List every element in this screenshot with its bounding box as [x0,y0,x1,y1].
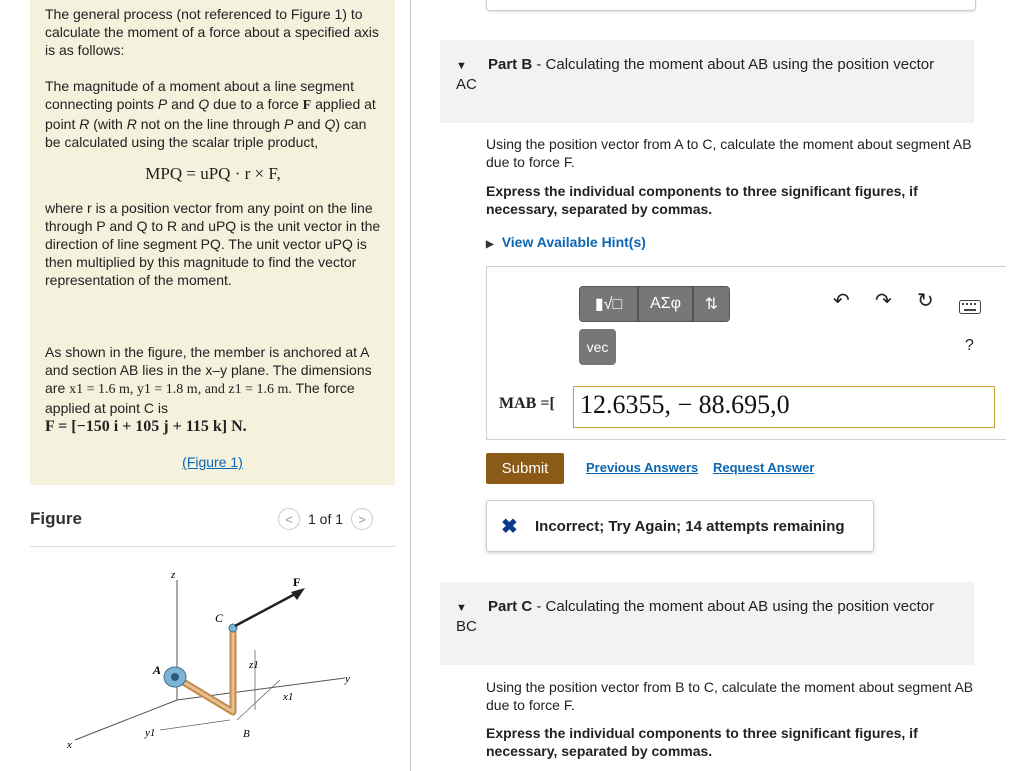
text: The magnitude of a moment about a line segment connecting points [45,78,354,112]
text: Q [198,96,210,112]
text: P [283,116,294,132]
text: applied at point [45,96,376,132]
label-x: x [67,739,72,750]
text: R [79,116,90,132]
undo-icon[interactable]: ↶ [833,290,850,312]
vec-button[interactable]: vec [579,329,616,365]
view-hints-link[interactable] [486,234,646,250]
label-y1: y1 [145,727,156,739]
figure-link[interactable]: (Figure 1) [182,454,243,470]
text: ) can be calculated using the scalar triple product, [45,116,367,150]
label-x1: x1 [283,691,294,703]
prev-figure-button[interactable]: < [278,508,300,530]
intro-paragraph-1: The general process (not referenced to Figure 1) to calculate the moment of a force about a specified axis is as follows: [45,6,379,58]
intro-paragraph-2 [45,77,381,151]
text: As shown in the figure, the member is anchored at A and section AB lies in the x–y plane. The dimensions are [45,344,372,396]
figure-pager [278,508,373,530]
part-c-header[interactable] [440,582,974,665]
text: Part C [488,598,533,615]
part-b-instruction: Express the individual components to three significant figures, if necessary, separated by commas. [486,183,918,217]
y1-dim-line [160,720,230,730]
text: - Calculating the moment about AB using the position vector [532,56,935,73]
templates-button[interactable]: ▮√□ [579,286,638,322]
label-f: F [293,575,301,589]
answer-input[interactable]: 12.6355, − 88.695,0 [573,386,995,428]
part-c-question: Using the position vector from B to C, calculate the moment about segment AB due to force F. [486,679,974,713]
incorrect-icon: ✖ [501,516,518,538]
text: View Available Hint(s) [501,234,646,250]
label-z1: z1 [249,659,259,671]
text: and [293,116,325,132]
pager-text: 1 of 1 [308,511,344,527]
request-answer-link[interactable]: Request Answer [713,460,815,475]
help-button[interactable]: ? [965,337,974,354]
submit-button[interactable]: Submit [486,453,564,484]
feedback-text: Incorrect; Try Again; 14 attempts remaining [535,518,845,535]
text: Part B [488,56,533,73]
label-z: z [171,569,176,581]
text: not on the line through [136,116,284,132]
redo-icon[interactable]: ↷ [875,290,892,312]
figure-link-row [30,453,395,471]
previous-part-box [486,0,976,11]
collapse-triangle-icon[interactable]: ▼ [456,60,467,72]
text: - Calculating the moment about AB using the position vector [532,598,935,615]
greek-symbols-button[interactable]: ΑΣφ [638,286,693,322]
text: due to a force [209,96,303,112]
text: R [126,116,137,132]
dimensions: x1 = 1.6 m, y1 = 1.8 m, and z1 = 1.6 m. [69,382,292,397]
text: The force applied at point C is [45,380,355,416]
text: (with [89,116,127,132]
text: and [167,96,199,112]
text: P [157,96,168,112]
force-arrowhead [291,588,305,600]
text: Q [324,116,336,132]
label-a: A [153,663,162,677]
panel-divider [410,0,411,771]
label-y: y [345,673,350,685]
feedback-box [486,500,874,552]
force-arrow [235,594,295,626]
part-b-title-wrap: AC [456,76,477,93]
x1-dim-line [237,680,280,720]
member-figure [55,560,385,750]
math-toolbar [579,286,730,322]
collapse-triangle-icon[interactable]: ▼ [456,602,467,614]
text: MAB =[ [499,395,555,412]
answer-editor [486,266,1006,440]
answer-label [499,395,555,413]
part-c-instruction: Express the individual components to three significant figures, if necessary, separated by commas. [486,725,918,759]
force-vector: F = [−150 i + 105 j + 115 k] N. [45,418,247,435]
figure-header [30,506,395,547]
text: F [302,98,312,113]
keyboard-icon[interactable] [959,300,981,314]
figure-title: Figure [30,509,82,528]
anchor-a-bolt [171,673,179,681]
reset-icon[interactable]: ↻ [917,290,934,312]
part-b-question: Using the position vector from A to C, calculate the moment about segment AB due to force F. [486,136,972,170]
part-c-title [488,598,934,615]
part-c-title-wrap: BC [456,618,477,635]
x-axis [75,700,177,740]
next-figure-button[interactable]: > [351,508,373,530]
previous-answers-link[interactable]: Previous Answers [586,460,699,475]
instructions-panel [30,0,395,485]
label-b: B [243,728,250,740]
part-b-title [488,56,934,73]
expand-triangle-icon: ▶ [486,239,494,250]
sort-button[interactable]: ⇅ [693,286,730,322]
problem-paragraph [45,343,381,436]
part-b-header[interactable] [440,40,974,123]
triple-product-equation: MPQ = uPQ · r × F, [145,164,281,183]
label-c: C [215,611,224,625]
intro-paragraph-3: where r is a position vector from any point on the line through P and Q to R and uPQ is the unit vector in the direction of line segment PQ. The unit vector uPQ is then multiplied by this magnitude to find the vector representation of the moment. [45,200,381,288]
